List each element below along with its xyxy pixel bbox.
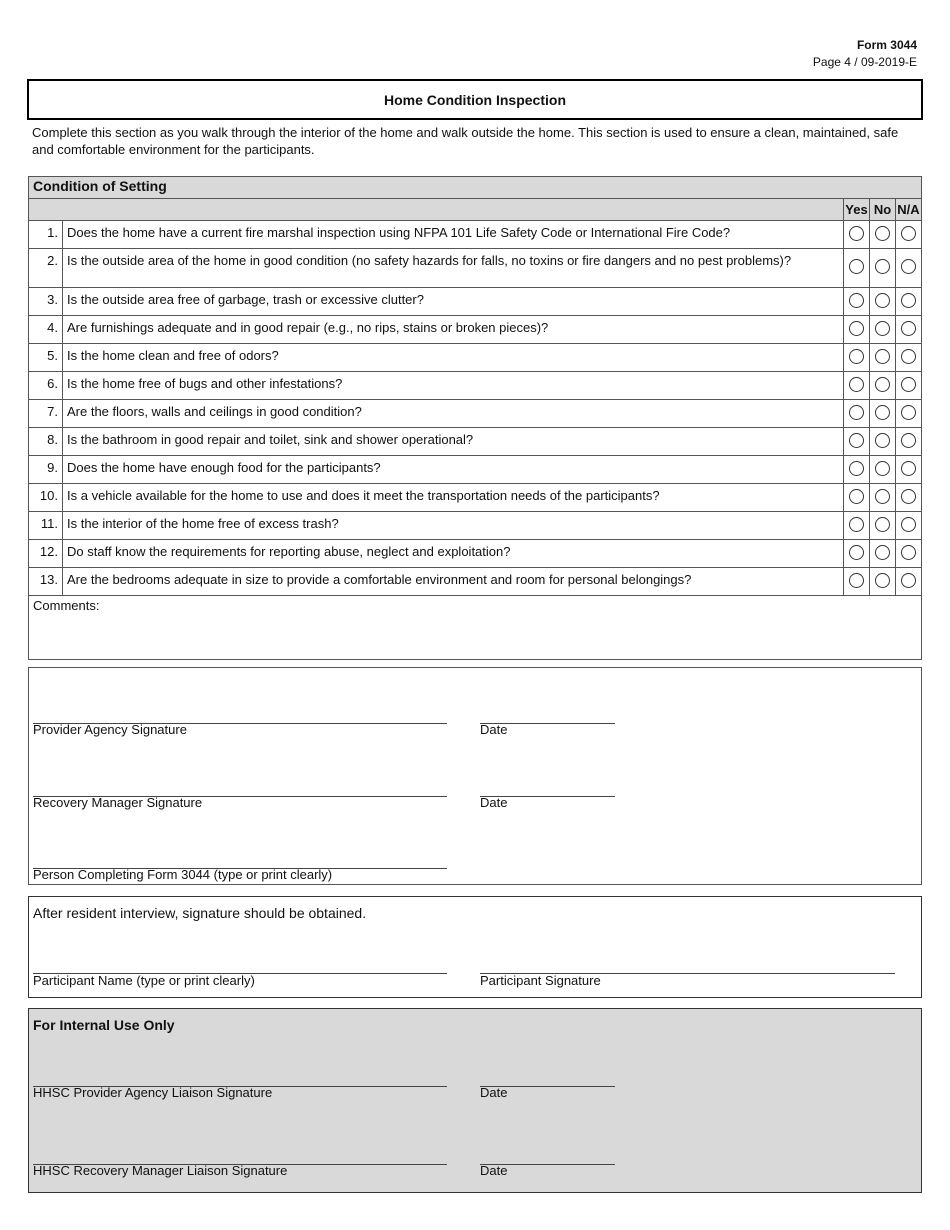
answer-cell-no — [870, 316, 896, 344]
participant-note: After resident interview, signature should be obtained. — [33, 905, 367, 921]
answer-cell-no — [870, 456, 896, 484]
question-text: Is the interior of the home free of excess trash? — [63, 512, 844, 540]
question-row — [29, 221, 922, 249]
question-number: 13. — [29, 568, 63, 596]
answer-cell-no — [870, 512, 896, 540]
column-yes: Yes — [844, 199, 870, 221]
radio-na[interactable] — [901, 293, 916, 308]
question-row — [29, 372, 922, 400]
condition-table — [28, 176, 922, 660]
comments-row — [29, 596, 922, 660]
radio-na[interactable] — [901, 321, 916, 336]
column-no: No — [870, 199, 896, 221]
radio-yes[interactable] — [849, 259, 864, 274]
answer-cell-yes — [844, 344, 870, 372]
radio-yes[interactable] — [849, 573, 864, 588]
recovery-date-label: Date — [480, 795, 508, 810]
question-number: 4. — [29, 316, 63, 344]
recovery-signature-label: Recovery Manager Signature — [33, 795, 203, 810]
internal-use-box — [28, 1008, 922, 1193]
answer-cell-na — [896, 428, 922, 456]
question-row — [29, 344, 922, 372]
question-number: 11. — [29, 512, 63, 540]
answer-cell-na — [896, 512, 922, 540]
provider-date-label: Date — [480, 722, 508, 737]
radio-yes[interactable] — [849, 545, 864, 560]
form-number: Form 3044 — [856, 38, 917, 52]
question-number: 3. — [29, 288, 63, 316]
question-row — [29, 512, 922, 540]
answer-cell-na — [896, 568, 922, 596]
radio-na[interactable] — [901, 226, 916, 241]
question-number: 2. — [29, 249, 63, 288]
radio-yes[interactable] — [849, 293, 864, 308]
answer-cell-yes — [844, 288, 870, 316]
question-text: Are the bedrooms adequate in size to provide a comfortable environment and room for personal belongings? — [63, 568, 844, 596]
answer-cell-yes — [844, 568, 870, 596]
answer-cell-yes — [844, 456, 870, 484]
answer-cell-no — [870, 221, 896, 249]
question-number: 5. — [29, 344, 63, 372]
question-text: Are the floors, walls and ceilings in good condition? — [63, 400, 844, 428]
answer-cell-na — [896, 540, 922, 568]
radio-na[interactable] — [901, 489, 916, 504]
answer-cell-no — [870, 249, 896, 288]
answer-cell-no — [870, 344, 896, 372]
radio-no[interactable] — [875, 259, 890, 274]
question-row — [29, 568, 922, 596]
radio-yes[interactable] — [849, 349, 864, 364]
radio-yes[interactable] — [849, 489, 864, 504]
participant-name-label: Participant Name (type or print clearly) — [33, 973, 255, 988]
radio-no[interactable] — [875, 405, 890, 420]
signature-box — [28, 667, 922, 885]
radio-yes[interactable] — [849, 321, 864, 336]
answer-cell-na — [896, 344, 922, 372]
column-header-row — [29, 199, 922, 221]
radio-no[interactable] — [875, 461, 890, 476]
answer-cell-na — [896, 456, 922, 484]
person-completing-label: Person Completing Form 3044 (type or print clearly) — [33, 867, 333, 882]
internal-title: For Internal Use Only — [33, 1017, 175, 1033]
answer-cell-na — [896, 288, 922, 316]
question-row — [29, 249, 922, 288]
participant-box — [28, 896, 922, 998]
page-title — [27, 79, 923, 120]
radio-na[interactable] — [901, 349, 916, 364]
radio-yes[interactable] — [849, 226, 864, 241]
answer-cell-yes — [844, 428, 870, 456]
radio-na[interactable] — [901, 259, 916, 274]
provider-signature-label: Provider Agency Signature — [33, 722, 187, 737]
column-header-blank — [29, 199, 844, 221]
answer-cell-no — [870, 540, 896, 568]
radio-yes[interactable] — [849, 461, 864, 476]
answer-cell-yes — [844, 249, 870, 288]
question-row — [29, 484, 922, 512]
radio-yes[interactable] — [849, 517, 864, 532]
answer-cell-no — [870, 288, 896, 316]
question-text: Is a vehicle available for the home to use and does it meet the transportation needs of the participants? — [63, 484, 844, 512]
comments-field[interactable] — [29, 596, 922, 660]
radio-no[interactable] — [875, 489, 890, 504]
page-info: Page 4 / 09-2019-E — [812, 55, 917, 69]
question-text: Are furnishings adequate and in good repair (e.g., no rips, stains or broken pieces)? — [63, 316, 844, 344]
question-text: Is the bathroom in good repair and toilet, sink and shower operational? — [63, 428, 844, 456]
column-na: N/A — [896, 199, 922, 221]
answer-cell-na — [896, 221, 922, 249]
radio-no[interactable] — [875, 573, 890, 588]
question-number: 8. — [29, 428, 63, 456]
answer-cell-no — [870, 484, 896, 512]
question-text: Does the home have a current fire marshal inspection using NFPA 101 Life Safety Code or International Fire Code? — [63, 221, 844, 249]
answer-cell-yes — [844, 316, 870, 344]
answer-cell-yes — [844, 221, 870, 249]
radio-yes[interactable] — [849, 377, 864, 392]
answer-cell-no — [870, 568, 896, 596]
question-row — [29, 428, 922, 456]
radio-na[interactable] — [901, 545, 916, 560]
question-number: 6. — [29, 372, 63, 400]
answer-cell-yes — [844, 540, 870, 568]
radio-na[interactable] — [901, 517, 916, 532]
question-row — [29, 400, 922, 428]
radio-no[interactable] — [875, 321, 890, 336]
provider-liaison-date-label: Date — [480, 1085, 508, 1100]
radio-no[interactable] — [875, 433, 890, 448]
answer-cell-no — [870, 400, 896, 428]
radio-na[interactable] — [901, 433, 916, 448]
answer-cell-no — [870, 428, 896, 456]
recovery-liaison-date-label: Date — [480, 1163, 508, 1178]
question-number: 7. — [29, 400, 63, 428]
answer-cell-na — [896, 316, 922, 344]
question-text: Is the outside area of the home in good condition (no safety hazards for falls, no toxins or fire dangers and no pest problems)? — [63, 249, 844, 288]
answer-cell-yes — [844, 512, 870, 540]
radio-yes[interactable] — [849, 405, 864, 420]
question-number: 1. — [29, 221, 63, 249]
radio-na[interactable] — [901, 573, 916, 588]
answer-cell-na — [896, 249, 922, 288]
section-header-row — [29, 177, 922, 199]
answer-cell-na — [896, 484, 922, 512]
question-number: 9. — [29, 456, 63, 484]
question-number: 12. — [29, 540, 63, 568]
question-row — [29, 540, 922, 568]
question-row — [29, 456, 922, 484]
radio-na[interactable] — [901, 405, 916, 420]
recovery-liaison-label: HHSC Recovery Manager Liaison Signature — [33, 1163, 288, 1178]
answer-cell-yes — [844, 400, 870, 428]
radio-no[interactable] — [875, 226, 890, 241]
question-text: Is the outside area free of garbage, trash or excessive clutter? — [63, 288, 844, 316]
radio-no[interactable] — [875, 545, 890, 560]
question-number: 10. — [29, 484, 63, 512]
intro-text: Complete this section as you walk through the interior of the home and walk outside the home. This section is used to ensure a clean, maintained, safe and comfortable environment for the participants. — [32, 125, 899, 157]
question-text: Is the home free of bugs and other infestations? — [63, 372, 844, 400]
page-title-text: Home Condition Inspection — [384, 91, 566, 108]
radio-na[interactable] — [901, 377, 916, 392]
radio-no[interactable] — [875, 293, 890, 308]
answer-cell-yes — [844, 372, 870, 400]
radio-no[interactable] — [875, 349, 890, 364]
question-text: Is the home clean and free of odors? — [63, 344, 844, 372]
radio-yes[interactable] — [849, 433, 864, 448]
question-row — [29, 316, 922, 344]
answer-cell-na — [896, 372, 922, 400]
provider-liaison-label: HHSC Provider Agency Liaison Signature — [33, 1085, 273, 1100]
question-text: Do staff know the requirements for reporting abuse, neglect and exploitation? — [63, 540, 844, 568]
comments-label: Comments: — [33, 598, 100, 613]
question-row — [29, 288, 922, 316]
answer-cell-no — [870, 372, 896, 400]
question-text: Does the home have enough food for the participants? — [63, 456, 844, 484]
radio-no[interactable] — [875, 377, 890, 392]
section-title: Condition of Setting — [29, 177, 922, 199]
radio-na[interactable] — [901, 461, 916, 476]
participant-signature-label: Participant Signature — [480, 973, 601, 988]
radio-no[interactable] — [875, 517, 890, 532]
answer-cell-yes — [844, 484, 870, 512]
answer-cell-na — [896, 400, 922, 428]
